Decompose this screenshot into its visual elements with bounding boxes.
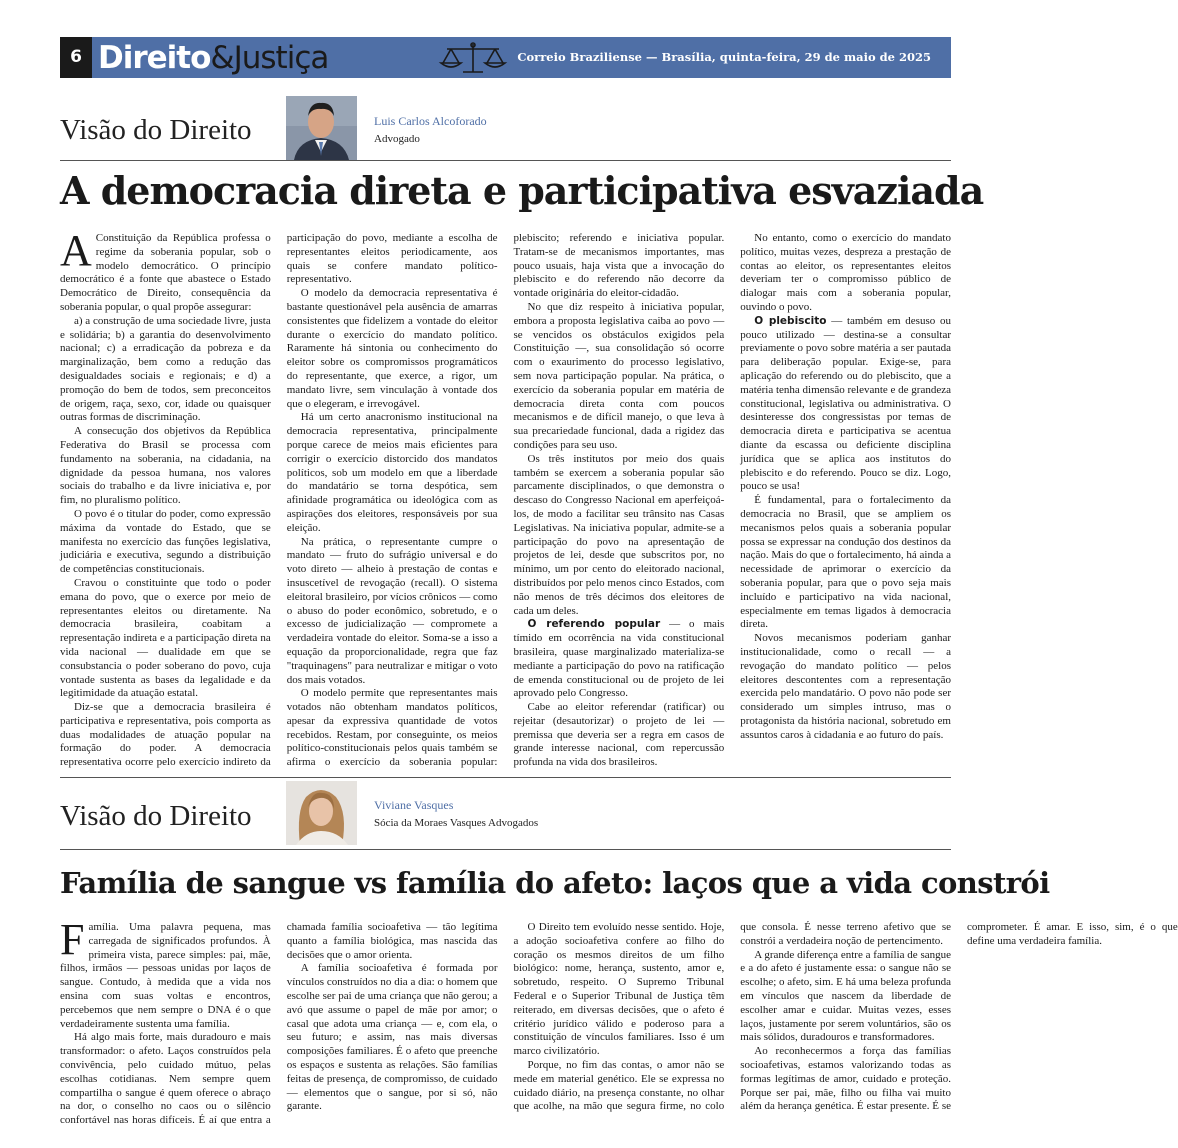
- drop-cap: A: [60, 226, 92, 275]
- column-kicker: Visão do Direito: [60, 800, 252, 832]
- scales-of-justice-icon: [437, 41, 509, 75]
- paragraph: Porque, no fim das contas, o amor não se mede em material genético. Ele se expressa no cuidado diário, na presença constante, no olhar que acolhe, na mão que segura firme, no colo que consola. É nesse terreno afetivo que se constrói a verdadeira noção de pertencimento.: [513, 921, 951, 1113]
- section-header: [60, 37, 951, 78]
- author-photo: [286, 781, 357, 845]
- paragraph: Ao reconhecermos a força das famílias socioafetivas, estamos valorizando todas as formas legítimas de amor, cuidado e proteção. Porque ser pai, mãe, filho ou filha vai muito além da herança genética. É estar presente. É se comprometer. É amar. E isso, sim, é o que define uma verdadeira família.: [740, 921, 1178, 1113]
- paragraph: Novos mecanismos poderiam ganhar institucionalidade, como o recall — a revogação do mandato político — pelos eleitores descontentes com a representação exercida pelo mandatário. O povo não pode ser considerado um simples intruso, mas o protagonista da história nacional, sobretudo em assuntos caros à cidadania e ao futuro do país.: [740, 632, 951, 741]
- section-title-part1: Direito: [98, 40, 211, 76]
- paragraph: A consecução dos objetivos da República Federativa do Brasil se processa com fundamento na soberania, na cidadania, na dignidade da pessoa humana, nos valores sociais do trabalho e da livre iniciativa e, por fim, no pluralismo político.: [60, 425, 271, 507]
- author-portrait-image: [286, 781, 357, 845]
- paragraph-text: — também em desuso ou pouco utilizado — destina-se a consultar previamente o povo sobre matéria a ser pautada para deliberação popular. Exige-se, para aplicação do referendo ou do plebiscito, que a matéria tenha dimensão relevante e de grandeza constitucional, legislativa ou administrativa. O desinteresse dos congressistas por temas de democracia direta e participativa se acentua diante da escassa ou deficiente disciplina jurídica que se aplica aos institutos do plebiscito e do referendo. Pouco se diz. Logo, pouco se usa!: [740, 314, 951, 493]
- article-body: [60, 915, 1178, 1132]
- paragraph: A família socioafetiva é formada por vínculos construídos no dia a dia: o homem que escolhe ser pai de uma criança que não gerou; a avó que assume o papel de mãe por amor; o casal que adota uma criança — e, com ela, o seu futuro; e assim, nas mais diversas composições familiares. É o afeto que preenche os espaços e sustenta as relações. São famílias feitas de presença, de compromisso, de cuidado — elementos que o sangue, por si só, não garante.: [286, 962, 498, 1113]
- author-name: Luis Carlos Alcoforado: [374, 114, 487, 128]
- drop-cap: F: [60, 915, 85, 964]
- author-role: Advogado: [374, 133, 420, 145]
- column-kicker: Visão do Direito: [60, 114, 252, 146]
- paragraph: O modelo permite que representantes mais votados não obtenham mandatos políticos, apesar da expressiva quantidade de votos recebidos. Restam, por conseguinte, os meios político-constitucionais pelos quais também se afirma o exercício da soberania popular: plebiscito; referendo e iniciativa popular. Tratam-se de mecanismos importantes, mas pouco usuais, haja vista que a invocação do plebiscito e do referendo não decorre da vontade originária do eleitor-cidadão.: [286, 232, 725, 769]
- paragraph: Cabe ao eleitor referendar (ratificar) ou rejeitar (desautorizar) o projeto de lei — premissa que deveria ser a regra em casos de grande interesse nacional, com repercussão profunda na vida dos brasileiros.: [513, 701, 725, 769]
- section-title-ampersand: &: [210, 40, 234, 76]
- divider: [60, 777, 951, 778]
- paragraph: A grande diferença entre a família de sangue e a do afeto é justamente essa: o sangue não se escolhe; o afeto, sim. E há uma beleza profunda em vínculos que nascem da liberdade de escolher amar e cuidar. Muitas vezes, esses laços, justamente por serem voluntários, são os mais sólidos, duradouros e transformadores.: [740, 948, 952, 1044]
- paragraph-text: amília. Uma palavra pequena, mas carregada de significados profundos. À primeira vista, parece simples: pai, mãe, filhos, irmãos — pessoas unidas por laços de sangue. Contudo, à medida que a vida nos ensina com suas voltas e encontros, percebemos que nem sempre o DNA é o que verdadeiramente sustenta uma família.: [60, 921, 271, 1030]
- paragraph: [740, 315, 951, 494]
- article-headline: A democracia direta e participativa esvaziada: [60, 168, 984, 213]
- paragraph: Cravou o constituinte que todo o poder emana do povo, que o exerce por meio de representantes eleitos ou diretamente. Na democracia brasileira, coabitam a representação indireta e a participação direta na vida nacional — dualidade em que se consubstancia o poder soberano do povo, cuja vontade sustenta as bases da legalidade e da legitimidade da atuação estatal.: [60, 576, 271, 700]
- paragraph: [60, 226, 271, 315]
- paragraph: a) a construção de uma sociedade livre, justa e solidária; b) a garantia do desenvolvimento nacional; c) a erradicação da pobreza e da marginalização, bem como a redução das desigualdades sociais e regionais; e d) a promoção do bem de todos, sem preconceitos de origem, raça, sexo, cor, idade ou quaisquer outras formas de discriminação.: [60, 314, 271, 424]
- lead-in: O referendo popular: [527, 618, 661, 631]
- paragraph: O Direito tem evoluído nesse sentido. Hoje, a adoção socioafetiva confere ao filho do coração os mesmos direitos de um filho biológico: nome, herança, sustento, amor e, sobretudo, respeito. O Supremo Tribunal Federal e o Superior Tribunal de Justiça têm reiterado, em diversas decisões, que o afeto é critério jurídico válido e poderoso para a constituição de vínculos familiares. Isso é um marco civilizatório.: [513, 921, 725, 1058]
- paragraph-text: Constituição da República professa o regime da soberania popular, sob o modelo democrático. O princípio democrático é a fonte que abastece o Estado Democrático de Direito, consequência da soberania popular, o qual propõe assegurar:: [60, 232, 271, 313]
- paragraph: Na prática, o representante cumpre o mandato — fruto do sufrágio universal e do voto direto — alheio à prestação de contas e insuscetível de revogação (recall). O sistema eleitoral brasileiro, por vícios crônicos — como o abuso do poder econômico, sobretudo, e o excesso de judicialização — compromete a verdadeira vontade do eleitor. Soma-se a isso a equação da proporcionalidade, regra que faz "traquinagens" para neutralizar e mitigar o voto dos mais votados.: [286, 535, 498, 686]
- author-name: Viviane Vasques: [374, 798, 454, 812]
- paragraph: No entanto, como o exercício do mandato político, muitas vezes, despreza a prestação de contas ao eleitor, os representantes eleitos deveriam ter o compromisso público de dialogar mais com a soberania popular, ouvindo o povo.: [740, 232, 951, 313]
- paragraph-text: — o mais tímido em ocorrência na vida constitucional brasileira, quase marginalizado materializa-se mediante a participação do povo na ratificação de emenda constitucional ou de projeto de lei aprovado pelo Congresso.: [513, 618, 725, 700]
- author-photo: [286, 96, 357, 160]
- author-role: Sócia da Moraes Vasques Advogados: [374, 817, 539, 829]
- paragraph: [514, 618, 725, 701]
- section-title: [98, 38, 328, 78]
- paragraph: O modelo da democracia representativa é bastante questionável pela ausência de amarras consistentes que fidelizem a vontade do eleitor durante o exercício do mandato político. Raramente há sintonia ou conhecimento do eleitor sobre os compromissos programáticos do representante, que exerce, a rigor, um mandato livre, sem vinculação à vontade dos que o elegeram, e irrevogável.: [286, 287, 498, 410]
- paragraph: Diz-se que a democracia brasileira é participativa e representativa, pois comporta as duas modalidades de atuação popular na formação do poder. A democracia representativa ocorre pelo exercício indireto da participação do povo, mediante a escolha de representantes eleitos periodicamente, aos quais se confere mandato político-representativo.: [60, 232, 498, 769]
- paragraph: O povo é o titular do poder, como expressão máxima da vontade do Estado, que se manifesta no exercício das funções legislativa, judiciária e executiva, segundo a distribuição de competências constitucionais.: [60, 507, 271, 576]
- lead-in: O plebiscito: [754, 314, 827, 327]
- paragraph: [60, 915, 271, 1031]
- paragraph: É fundamental, para o fortalecimento da democracia no Brasil, que se ampliem os mecanismos pelos quais a soberania popular possa se expressar na condução dos destinos da nação. Mais do que o fortalecimento, há ainda a necessidade de aprimorar o exercício da soberania popular, para que o povo seja mais incluído e participativo na vida nacional, especialmente em temas ligados à democracia direta.: [740, 494, 952, 631]
- paragraph: Há um certo anacronismo institucional na democracia representativa, principalmente porque carece de meios mais eficientes para corrigir o exercício distorcido dos mandatos políticos, sob um modelo em que a liberdade do mandatário se torna despótica, sem afinidade programática ou ideológica com as aspirações dos eleitores, responsáveis por sua eleição.: [286, 411, 498, 534]
- article-headline: Família de sangue vs família do afeto: laços que a vida constrói: [60, 866, 1050, 900]
- page-number: 6: [60, 37, 92, 78]
- author-portrait-image: [286, 96, 357, 160]
- masthead: Correio Braziliense — Brasília, quinta-feira, 29 de maio de 2025: [517, 50, 931, 64]
- paragraph: Os três institutos por meio dos quais também se exercem a soberania popular são parcamente disciplinados, o que demonstra o descaso do Congresso Nacional em aperfeiçoá-los, de modo a facilitar seu trânsito nas Casas Legislativas. Na iniciativa popular, admite-se a participação do povo na apresentação de projetos de lei, desde que subscritos por, no mínimo, um por cento do eleitorado nacional, distribuídos por pelo menos cinco Estados, com não menos de três décimos dos eleitores de cada um deles.: [513, 452, 725, 617]
- paragraph: No que diz respeito à iniciativa popular, embora a proposta legislativa caiba ao povo — se vencidos os obstáculos exigidos pela Constituição —, sua consolidação só ocorre com o exaurimento do processo legislativo, sem nova participação popular. Na prática, o exercício da soberania popular em matéria de democracia direta conta com poucos mecanismos e de difícil manejo, o que leva à sua precariedade funcional, dada a rigidez das condições para seu uso.: [513, 300, 725, 451]
- divider: [60, 849, 951, 850]
- article-body: [60, 226, 952, 772]
- divider: [60, 160, 951, 161]
- paragraph: Há algo mais forte, mais duradouro e mais transformador: o afeto. Laços construídos pela convivência, pelo cuidado mútuo, pelas escolhas cotidianas. Nem sempre quem compartilha o sangue é quem oferece o abraço na dor, o conselho no caos ou o silêncio confortável nas horas difíceis. É aí que entra a chamada família socioafetiva — tão legítima quanto a família biológica, mas nascida das decisões que o amor orienta.: [60, 921, 498, 1127]
- section-title-part2: Justiça: [233, 40, 329, 76]
